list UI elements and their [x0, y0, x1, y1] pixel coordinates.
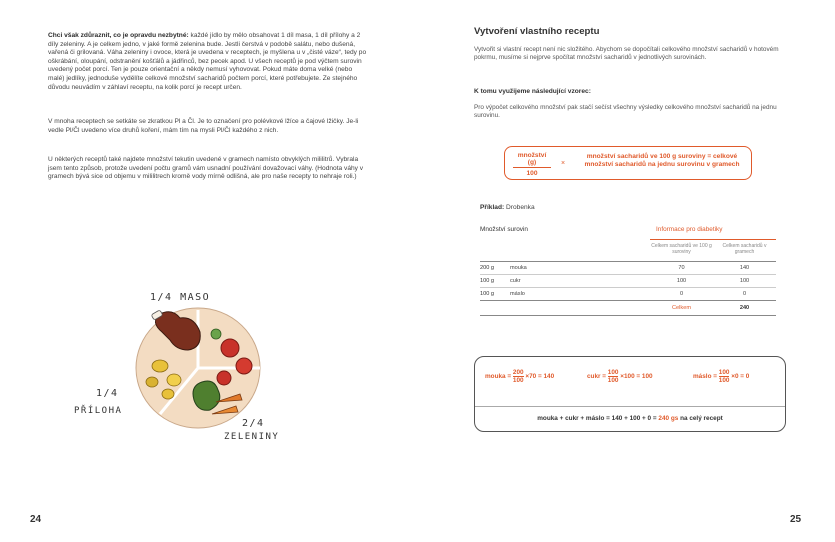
- page-number-right: 25: [790, 514, 802, 525]
- table-subheader-row: [480, 239, 776, 261]
- calc-sum-expression: mouka + cukr + máslo = 140 + 100 + 0 =: [537, 415, 657, 422]
- calc-divider: [475, 406, 785, 407]
- calc-butter: [693, 369, 749, 384]
- label-meat: 1/4 MASO: [150, 292, 211, 303]
- formula-result-line1: množství sacharidů ve 100 g suroviny = celkové: [586, 153, 738, 160]
- row-amount: 200 g: [480, 261, 510, 274]
- ingredients-table: [480, 226, 776, 316]
- row-name: cukr: [510, 274, 650, 287]
- intro-text: Vytvořit si vlastní recept není nic složitého. Abychom se dopočítali celkového množství sacharidů v hotovém pokrmu, musíme si nejprve spočítat množství sacharidů v jednotlivých surovinách.: [474, 46, 779, 62]
- row-total: 100: [713, 274, 776, 287]
- subheader-total: Celkem sacharidů v gramech: [713, 239, 776, 261]
- formula-box: [504, 146, 752, 180]
- label-veg-word: ZELENINY: [224, 432, 280, 442]
- calc-flour: [485, 369, 554, 384]
- header-ingredients: Množství surovin: [480, 226, 528, 233]
- table-row: [480, 261, 776, 274]
- formula-result: [577, 153, 747, 169]
- paragraph-portions-lead: Chci však zdůraznit, co je opravdu nezbytné:: [48, 32, 189, 39]
- calc-sum-suffix: na celý recept: [680, 415, 723, 422]
- row-name: máslo: [510, 287, 650, 300]
- calc-flour-fraction: [513, 369, 524, 384]
- row-total: 0: [713, 287, 776, 300]
- calc-sum-value: 240 gs: [658, 415, 679, 422]
- total-label: Celkem: [650, 300, 713, 315]
- calc-butter-result: ×0 = 0: [731, 373, 750, 380]
- calc-sugar-num: 100: [607, 369, 619, 376]
- calc-sugar-den: 100: [607, 377, 619, 384]
- formula-numerator: množství (g): [513, 152, 551, 168]
- formula-fraction: [513, 152, 551, 177]
- plate-illustration: [74, 282, 320, 452]
- header-diabetic-info: Informace pro diabetiky: [650, 226, 776, 239]
- total-value: 240: [713, 300, 776, 315]
- calc-flour-result: ×70 = 140: [525, 373, 555, 380]
- calc-sum: [475, 415, 785, 422]
- row-per100: 70: [650, 261, 713, 274]
- table-row: [480, 274, 776, 287]
- calc-butter-fraction: [719, 369, 730, 384]
- paragraph-abbreviations: V mnoha receptech se setkáte se zkratkou Pl a Čl. Je to označení pro polévkové lžíce a čajové lžičky. Je-li vedle Pl/Čl uvedeno více druhů koření, mám tím na mysli Pl/Čl každého z nich.: [48, 118, 359, 134]
- label-side-fraction: 1/4: [96, 388, 119, 399]
- page-number-left: 24: [30, 514, 42, 525]
- table-total-row: [480, 300, 776, 315]
- formula-result-line2: množství sacharidů na jednu surovinu v gramech: [584, 161, 740, 168]
- calc-sugar-result: ×100 = 100: [620, 373, 653, 380]
- example-name: Drobenka: [506, 204, 535, 211]
- calculation-box: [474, 356, 786, 432]
- calc-sugar-fraction: [608, 369, 619, 384]
- calc-butter-num: 100: [718, 369, 730, 376]
- subheader-per100: Celkem sacharidů ve 100 g suroviny: [650, 239, 713, 261]
- example-prefix: Příklad:: [480, 204, 505, 211]
- row-total: 140: [713, 261, 776, 274]
- section-title: Vytvoření vlastního receptu: [474, 26, 600, 37]
- calc-butter-label: máslo =: [693, 373, 717, 380]
- formula-heading: K tomu využijeme následující vzorec:: [474, 88, 591, 95]
- calc-flour-num: 200: [512, 369, 524, 376]
- left-page: [0, 0, 417, 542]
- formula-denominator: 100: [526, 170, 538, 177]
- label-side-word: PŘÍLOHA: [74, 406, 123, 416]
- table-header-row: [480, 226, 776, 239]
- formula-times: ×: [561, 160, 566, 167]
- row-amount: 100 g: [480, 287, 510, 300]
- label-veg-fraction: 2/4: [242, 418, 265, 429]
- formula-text: Pro výpočet celkového množství pak stačí sečíst všechny výsledky celkového množství sacharidů na jednu surovinu.: [474, 104, 777, 120]
- example-label: [480, 204, 535, 211]
- paragraph-liquids: U některých receptů také najdete množství tekutin uvedené v gramech namísto obvyklých mililitrů. Vybrala jsem tento způsob, protože uvedení počtu gramů vám usnadní používání dovažovací váhy. (Hodnota váhy v gramech bývá sice od objemu v mililitrech kromě vody mírně odlišná, ale pro naše recepty to nehraje roli.): [48, 156, 364, 181]
- calc-sugar-label: cukr =: [587, 373, 607, 380]
- row-name: mouka: [510, 261, 650, 274]
- paragraph-portions-body: každé jídlo by mělo obsahovat 1 díl masa, 1 díl přílohy a 2 díly zeleniny. A je celkem jedno, v jaké formě zelenina bude. Jestli čerstvá v podobě salátu, nebo dušená, vařená či grilovaná. Váha zeleniny i ovoce, která je uvedena v receptech, je myšlena u v „čisté váze“, tedy po oškrábání, oloupání, odstranění košťálů a jádřinců, bez pecek apod. U všech receptů je pod výčtem surovin uvedený počet porcí. Ten je pouze orientační a někdy nemusí vyhovovat. Pokud máte doma velké (nebo malé) jedlíky, jednoduše vydělíte celkové množství sacharidů počtem porcí, které potřebujete. Ze stejného důvodu neuvádím v záhlaví receptu, na kolik porcí je recept určen.: [48, 32, 367, 91]
- table-row: [480, 287, 776, 300]
- calc-butter-den: 100: [718, 377, 730, 384]
- row-amount: 100 g: [480, 274, 510, 287]
- calc-flour-label: mouka =: [485, 373, 512, 380]
- right-page: [418, 0, 835, 542]
- plate-drawing: [90, 282, 320, 452]
- row-per100: 100: [650, 274, 713, 287]
- calc-sugar: [587, 369, 653, 384]
- paragraph-portions: [48, 32, 368, 92]
- row-per100: 0: [650, 287, 713, 300]
- calc-flour-den: 100: [512, 377, 524, 384]
